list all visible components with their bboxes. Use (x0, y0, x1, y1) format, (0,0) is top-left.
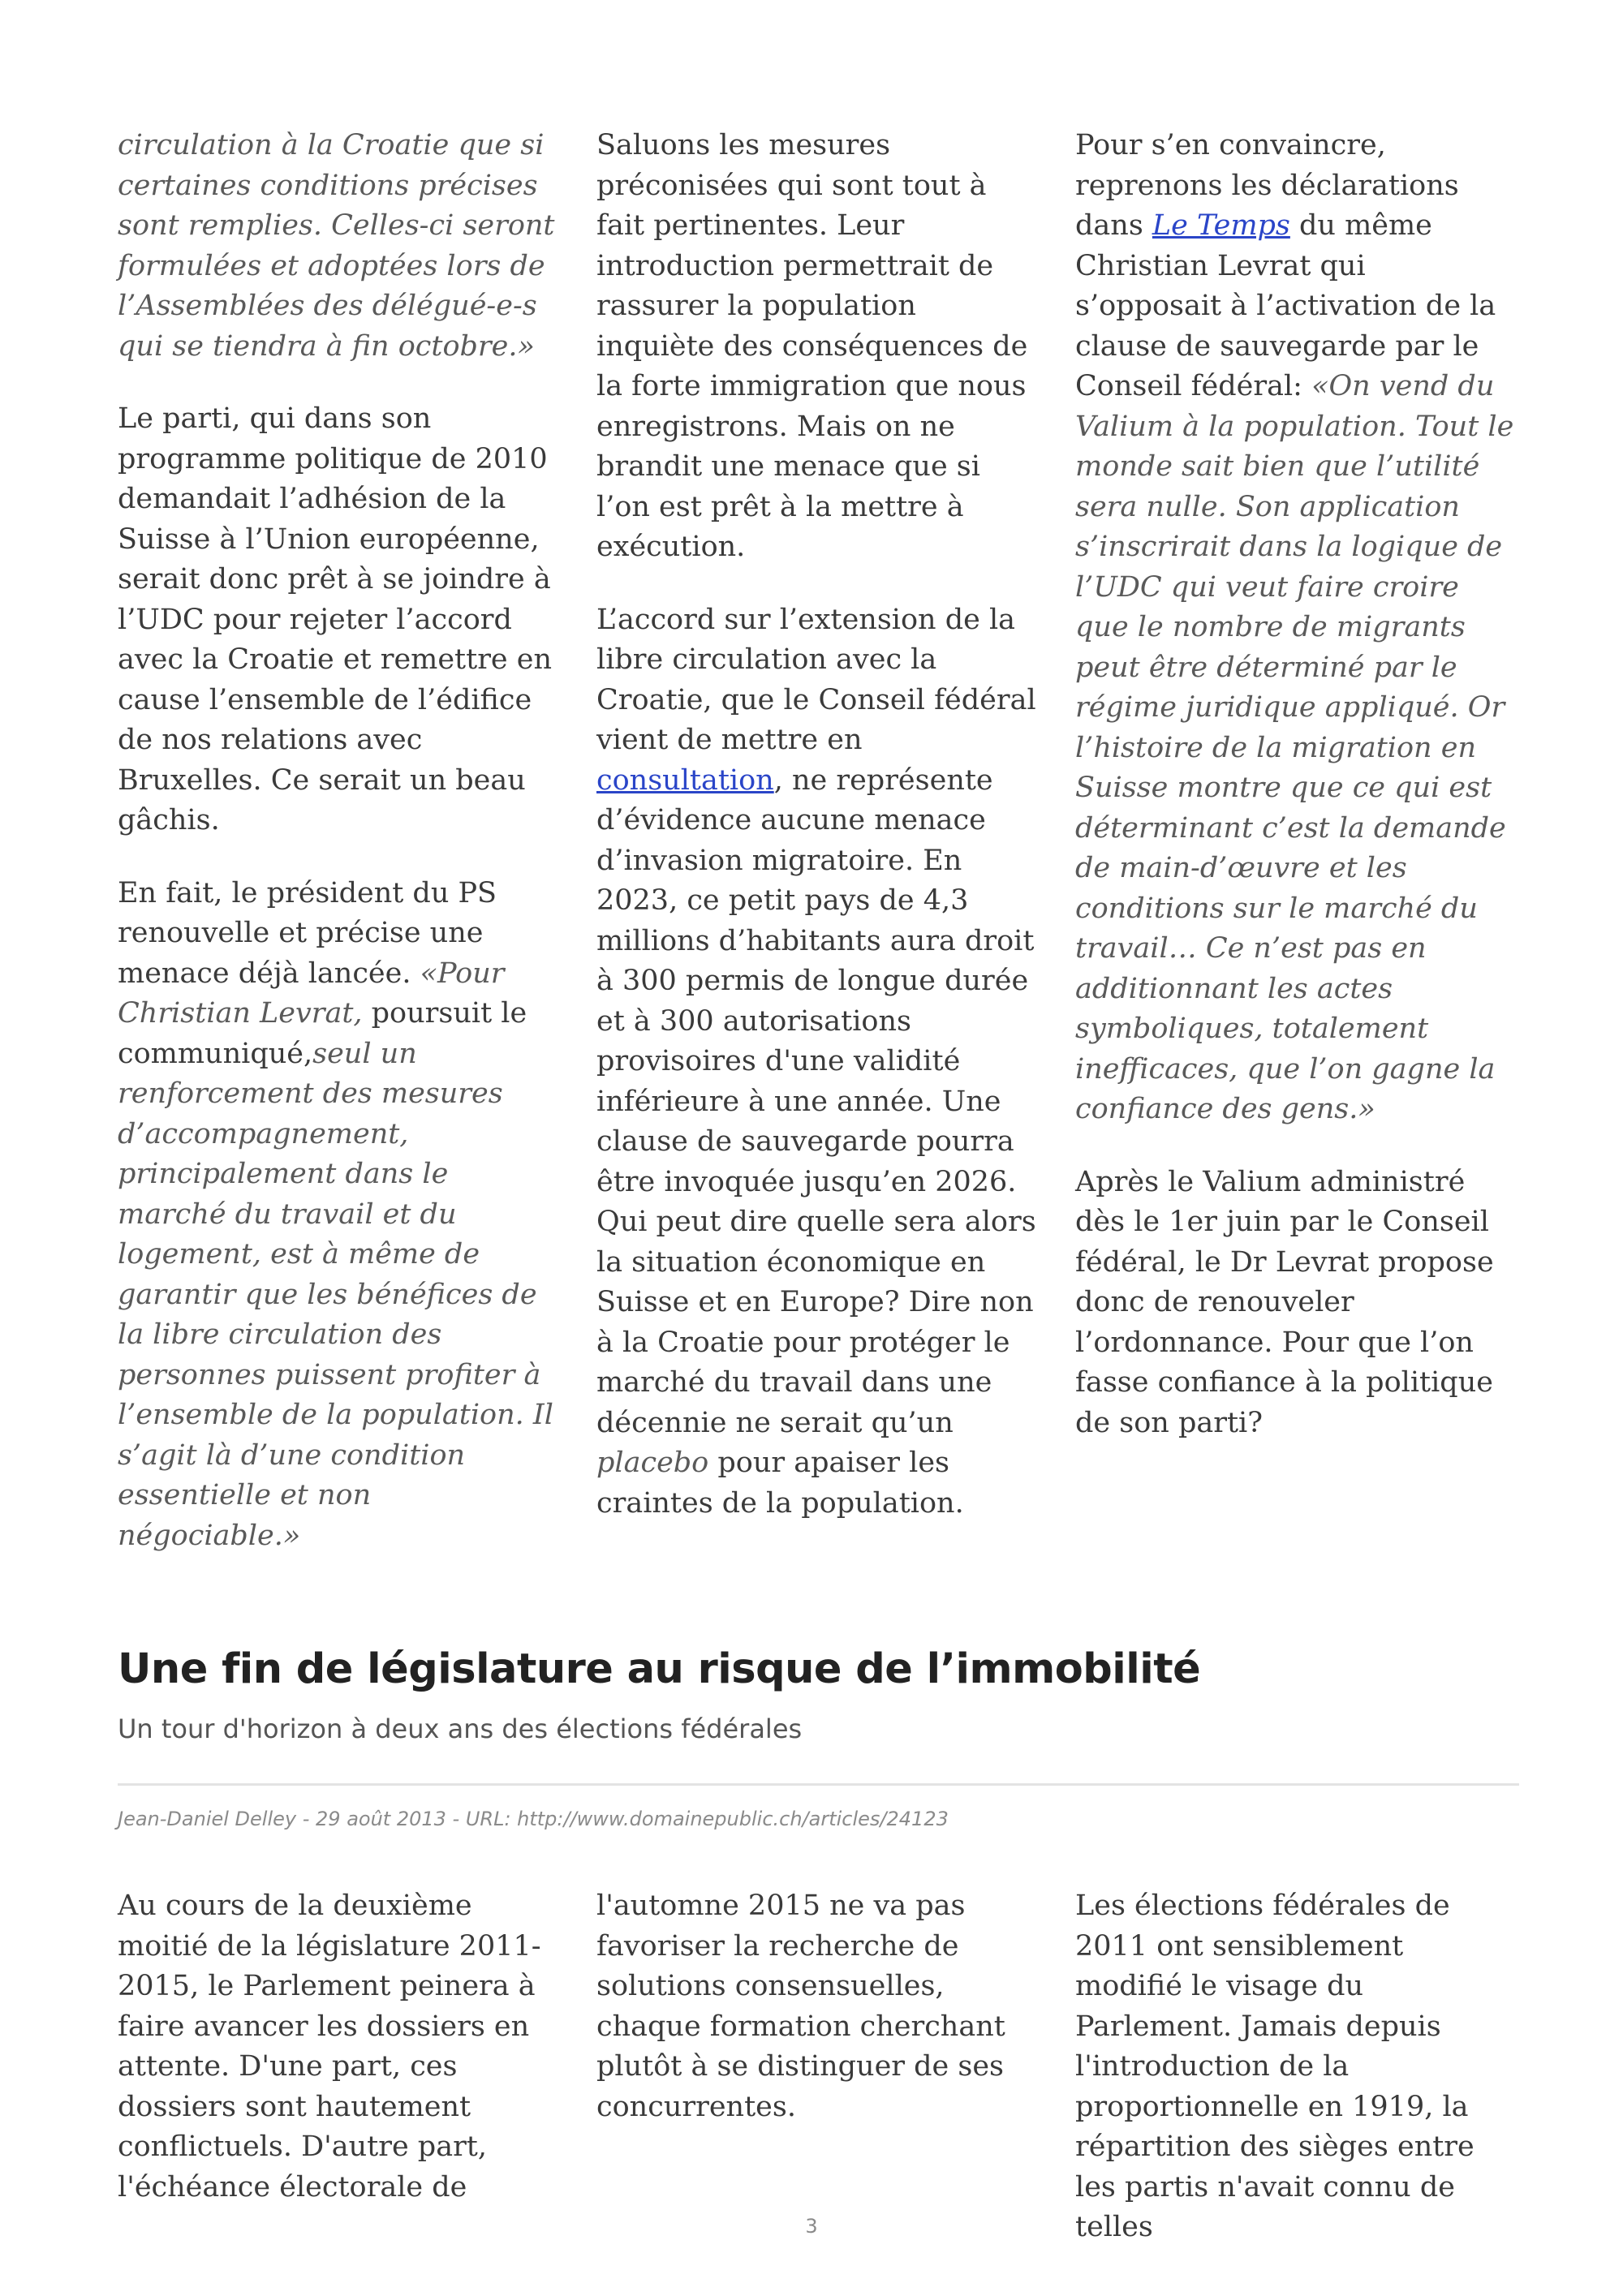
prev-article-column-1 (118, 126, 560, 1556)
prev-article-column-3 (1075, 126, 1518, 1443)
consultation-link[interactable]: consultation (596, 763, 774, 797)
italic-run: «Pour Christian Levrat, (118, 957, 505, 1030)
article-title: Une fin de législature au risque de l’immobilité (118, 1645, 1201, 1693)
prev-article-column-2 (596, 126, 1039, 1524)
text-run: L’accord sur l’extension de la libre circulation avec la Croatie, que le Conseil fédéral vient de mettre en (596, 603, 1036, 756)
prev-col1-quote-end: circulation à la Croatie que si certaines conditions précises sont remplies. Celles-ci seront formulées et adoptées lors de l’Assemblées des délégué-e-s qui se tiendra à fin octobre.» (118, 129, 555, 363)
text-run: , ne représente d’évidence aucune menace d’invasion migratoire. En 2023, ce petit pays de 4,3 millions d’habitants aura droit à 300 permis de longue durée et à 300 autorisations provisoires d'une validité inférieure à une année. Une clause de sauvegarde pourra être invoquée jusqu’en 2026. Qui peut dire quelle sera alors la situation économique en Suisse et en Europe? Dire non à la Croatie pour protéger le marché du travail dans une décennie ne serait qu’un (596, 763, 1036, 1439)
prev-col2-paragraph-link (596, 600, 1039, 1524)
text-run: Pour s’en convaincre, reprenons les déclarations dans (1075, 129, 1459, 242)
prev-col1-paragraph: Le parti, qui dans son programme politique de 2010 demandait l’adhésion de la Suisse à l’Union européenne, serait donc prêt à se joindre à l’UDC pour rejeter l’accord avec la Croatie et remettre en cause l’ensemble de l’édifice de nos relations avec Bruxelles. Ce serait un beau gâchis. (118, 402, 553, 836)
le-temps-link[interactable]: Le Temps (1152, 209, 1290, 242)
italic-run: «On vend du Valium à la population. Tout le monde sait bien que l’utilité sera nulle. Son application s’inscrirait dans la logique de l’UDC qui veut faire croire que le nombre de migrants peut être déterminé par le régime juridique appliqué. Or l’histoire de la migration en Suisse montre que ce qui est déterminant c’est la demande de main-d’œuvre et les conditions sur le marché du travail… Ce n’est pas en additionnant les actes symboliques, totalement inefficaces, que l’on gagne la confiance des gens.» (1075, 370, 1514, 1125)
article-subtitle: Un tour d'horizon à deux ans des élections fédérales (118, 1713, 803, 1744)
next-col1-paragraph: Au cours de la deuxième moitié de la législature 2011-2015, le Parlement peinera à faire avancer les dossiers en attente. D'une part, ces dossiers sont hautement conflictuels. D'autre part, l'échéance électorale de (118, 1890, 541, 2204)
italic-run: placebo (596, 1447, 709, 1479)
italic-run: seul un renforcement des mesures d’accompagnement, principalement dans le marché du travail et du logement, est à même de garantir que les bénéfices de la libre circulation des personnes puissent profiter à l’ensemble de la population. Il s’agit là d’une condition essentielle et non négociable.» (118, 1037, 553, 1552)
header-divider (118, 1783, 1519, 1786)
next-col2-paragraph: l'automne 2015 ne va pas favoriser la recherche de solutions consensuelles, chaque formation cherchant plutôt à se distinguer de ses concurrentes. (596, 1890, 1005, 2123)
prev-col1-paragraph-quote (118, 874, 560, 1557)
prev-col3-paragraph-quote (1075, 126, 1518, 1130)
prev-col3-paragraph: Après le Valium administré dès le 1er juin par le Conseil fédéral, le Dr Levrat propose donc de renouveler l’ordonnance. Pour que l’on fasse confiance à la politique de son parti? (1075, 1165, 1494, 1439)
next-article-column-1 (118, 1886, 560, 2208)
article-byline: Jean-Daniel Delley - 29 août 2013 - URL: http://www.domainepublic.ch/articles/24123 (118, 1808, 949, 1830)
text-run: pour apaiser les craintes de la population. (596, 1447, 964, 1520)
next-article-column-2 (596, 1886, 1039, 2127)
text-run: poursuit le communiqué, (118, 997, 527, 1070)
text-run: du même Christian Levrat qui s’opposait à l’activation de la clause de sauvegarde par le Conseil fédéral: (1075, 209, 1496, 402)
next-col3-paragraph: Les élections fédérales de 2011 ont sensiblement modifié le visage du Parlement. Jamais depuis l'introduction de la proportionnelle en 1919, la répartition des sièges entre les partis n'avait connu de telles (1075, 1890, 1474, 2243)
next-article-column-3 (1075, 1886, 1518, 2248)
page-number: 3 (805, 2215, 818, 2238)
text-run: En fait, le président du PS renouvelle et précise une menace déjà lancée. (118, 876, 497, 990)
prev-col2-paragraph: Saluons les mesures préconisées qui sont tout à fait pertinentes. Leur introduction permettrait de rassurer la population inquiète des conséquences de la forte immigration que nous enregistrons. Mais on ne brandit une menace que si l’on est prêt à la mettre à exécution. (596, 129, 1028, 563)
